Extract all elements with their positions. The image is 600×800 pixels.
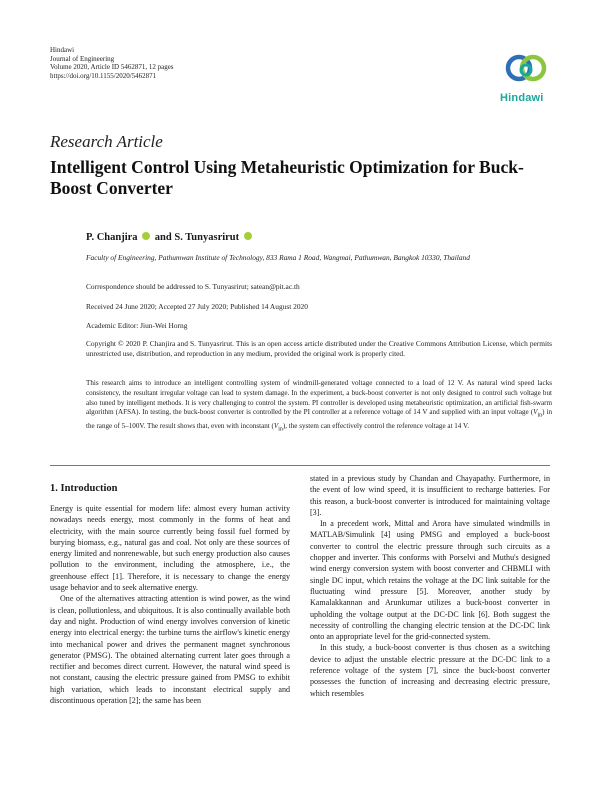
vin-symbol: V [533, 408, 538, 417]
paragraph: One of the alternatives attracting attention is wind power, as the wind is clean, pollutionless, and ubiquitous. It is also continually available both day and night. Production of wind energy involves conversion of kinetic energy into electrical energy: the turbine turns the airflow's kinetic energy into mechanical power and drives the permanent magnet synchronous generator (PMSG). The obtained alternating current later goes through a rectifier and becomes direct current. However, the natural wind speed is not constant, causing the electric pressure gained from PMSG to exhibit high variation, which leads to inconstant electrical supply and discontinuous operation [2]; the same has been [50, 594, 290, 706]
author-list [86, 232, 254, 243]
vin-symbol: V [273, 421, 279, 430]
orcid-icon[interactable] [142, 232, 150, 240]
paragraph: In this study, a buck-boost converter is thus chosen as a switching device to adjust the unstable electric pressure at the DC-DC link to a reference voltage of the system [7], since the buck-boost converter possesses the function of increasing and decreasing electric pressure, which resembles [310, 643, 550, 698]
abstract-text-1: This research aims to introduce an intelligent controlling system of windmill-generated voltage connected to a load of 12 V. As natural wind speed lacks consistency, the resultant irregular voltage can lead to system damage. In the experiment, a buck-boost converter is not only designed to control such voltage but also tuned by intelligent methods. It is very challenging to control the system. PI controller is developed using metaheuristic optimization, an artificial fish-swarm algorithm (AFSA). In testing, the buck-boost converter is controlled by the PI controller at a reference voltage of 14 V and supplied with an input voltage ( [86, 379, 552, 417]
paragraph: stated in a previous study by Chandan and Chayapathy. Furthermore, in the event of low wind speed, it is insufficient to recharge batteries. For this reason, a buck-boost converter is introduced for maintaining voltage [3]. [310, 474, 550, 517]
section-heading: 1. Introduction [50, 483, 118, 494]
article-title: Intelligent Control Using Metaheuristic Optimization for Buck-Boost Converter [50, 157, 524, 198]
body-column-left [50, 482, 290, 706]
vin-subscript: in [278, 426, 283, 432]
orcid-icon[interactable] [244, 232, 252, 240]
affiliation: Faculty of Engineering, Pathumwan Institute of Technology, 833 Rama 1 Road, Wangmai, Pathumwan, Bangkok 10330, Thailand [86, 253, 470, 262]
abstract-text-2: ) in the range of 5–100V. The result shows that, even with inconstant ( [86, 408, 552, 430]
author-1[interactable]: P. Chanjira [86, 232, 138, 243]
abstract [86, 379, 552, 435]
academic-editor: Academic Editor: Jiun-Wei Horng [86, 321, 188, 330]
copyright-notice: Copyright © 2020 P. Chanjira and S. Tunyasrirut. This is an open access article distributed under the Creative Commons Attribution License, which permits unrestricted use, distribution, and reproduction in any medium, provided the original work is properly cited. [86, 339, 552, 358]
abstract-text-3: ), the system can effectively control the reference voltage at 14 V. [282, 421, 469, 430]
correspondence: Correspondence should be addressed to S. Tunyasrirut; satean@pit.ac.th [86, 282, 300, 291]
vin-subscript: in [537, 412, 543, 419]
publication-dates: Received 24 June 2020; Accepted 27 July 2020; Published 14 August 2020 [86, 302, 308, 311]
journal-name: Journal of Engineering [50, 54, 115, 63]
paragraph: Energy is quite essential for modern life: almost every human activity nowadays needs energy, most commonly in the forms of heat and electricity, with the main source currently being fossil fuel formed by burying biomass, e.g., natural gas and coal. Not only are these sources of energy limited and nonrenewable, but such energy production also causes pollution to the environment, including the atmosphere, i.e., the greenhouse effect [1]. Therefore, it is necessary to change the energy usage behavior and to seek alternative energy. [50, 504, 290, 593]
author-conjunction: and [154, 232, 172, 243]
author-2[interactable]: S. Tunyasrirut [174, 232, 240, 243]
doi-link[interactable]: https://doi.org/10.1155/2020/5462871 [50, 71, 157, 80]
journal-header [50, 46, 174, 80]
section-divider [50, 465, 550, 466]
hindawi-wordmark: Hindawi [500, 92, 544, 104]
publisher-name: Hindawi [50, 46, 75, 54]
article-type: Research Article [50, 132, 163, 151]
body-column-right [310, 473, 550, 699]
volume-info: Volume 2020, Article ID 5462871, 12 pages [50, 63, 174, 72]
paragraph: In a precedent work, Mittal and Arora have simulated windmills in MATLAB/Simulink [4] using PMSG and employed a buck-boost converter to control the electric pressure through such circuits as a chopper and inverter. This conforms with Porselvi and Muthu's designed wind energy conversion system with boost converter and CHBMLI with single DC input, which retains the voltage at the DC link suitable for the fluctuating wind pressure [5]. Moreover, another study by Kamalakkannan and Arunkumar utilizes a buck-boost converter in upholding the voltage output at the DC-DC link [6]. Both suggest the necessity of controlling the changing electric tension at the DC-DC link onto an appropriate level for the grid-connected system. [310, 519, 550, 642]
